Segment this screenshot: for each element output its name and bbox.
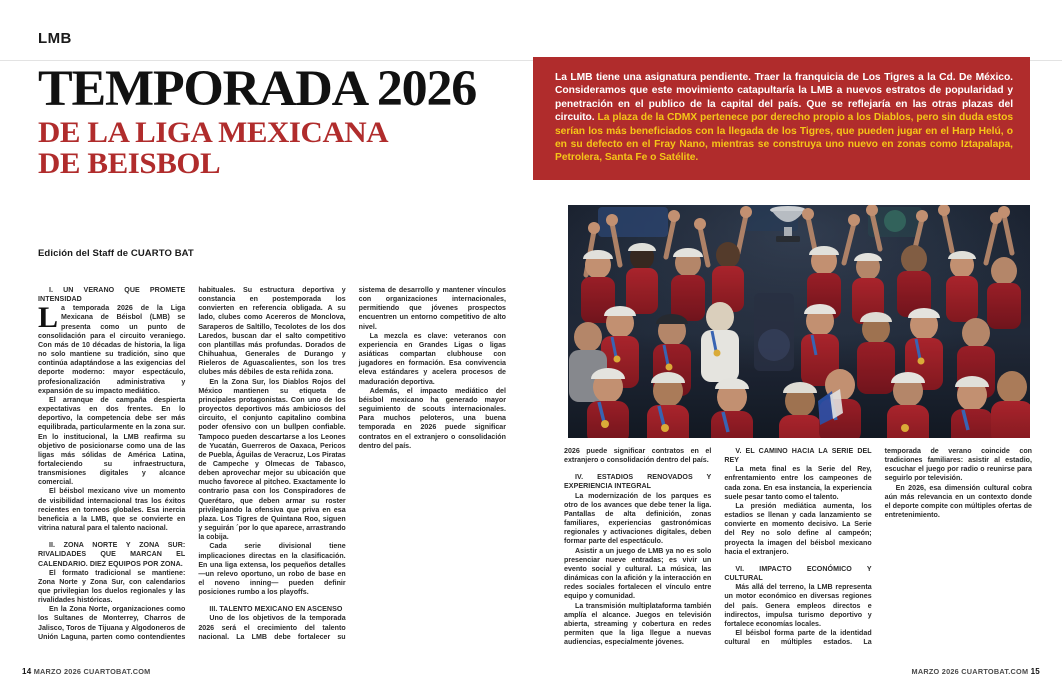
celebration-photo-graphic [568,205,1030,438]
section-heading-6: VI. IMPACTO ECONÓMICO Y CULTURAL [724,564,872,583]
body-paragraph: Cada serie divisional tiene implicaciones directas en la clasificación. En una liga extensa, los pequeños detalles —un relevo oportuno, un robo de base en el noveno inning— pueden definir posiciones rumbo a los playoffs. [198,542,346,597]
body-paragraph: El béisbol forma parte de la identidad cultural en múltiples estados. La temporada de verano coincide con tradiciones familiares: asistir al estadio, escuchar el juego por radio o reunirse para seguirlo por televisión. [724,447,1032,647]
page-subtitle-line1: DE LA LIGA MEXICANA [38,115,389,149]
byline: Edición del Staff de CUARTO BAT [38,248,194,259]
body-paragraph: El formato tradicional se mantiene: Zona Norte y Zona Sur, con calendarios que privilegian los duelos regionales y las rivalidades históricas. [38,568,186,605]
page-number-left: 14 [22,667,32,676]
left-page-body-columns [38,286,506,646]
footer-left-text: MARZO 2026 CUARTOBAT.COM [33,667,151,676]
body-paragraph: En la Zona Norte, organizaciones como los Sultanes de Monterrey, Charros de Jalisco, Toros de Tijuana y Algodoneros de Unión Laguna, parten como contendientes habituales. Su estructura deportiva y constancia en postemporada los convierten en referencia obligada. A su lado, clubes como Acereros de Monclova, Saraperos de Saltillo, Tecolotes de los dos Laredos, buscan dar el salto competitivo con plantillas más profundas. Dorados de Chihuahua, Generales de Durango y Rieleros de Aguascalientes, son los tres clubes más débiles de esta reñida zona. [38,286,346,641]
footer-right [911,667,1040,676]
section-heading-3: III. TALENTO MEXICANO EN ASCENSO [209,605,343,614]
body-paragraph: 2026 puede significar contratos en el extranjero o consolidación dentro del país. [564,447,712,465]
section-heading-4: IV. ESTADIOS RENOVADOS Y EXPERIENCIA INTEGRAL [564,473,712,491]
body-paragraph: La transmisión multiplataforma también amplía el alcance. Juegos en televisión abierta, streaming y cobertura en redes permiten que la liga llegue a nuevas audiencias, especialmente jóvenes. [564,601,712,647]
page-subtitle-line2: DE BEISBOL [38,147,221,181]
body-paragraph: En 2026, esa dimensión cultural cobra aún más relevancia en un contexto donde el deporte compite con múltiples ofertas de entretenimiento. [884,483,1032,520]
footer-right-text: MARZO 2026 CUARTOBAT.COM [911,667,1029,676]
callout-text-highlight: La plaza de la CDMX pertenece por derecho propio a los Diablos, pero sin duda estos serían los más beneficiados con la llegada de los Tigres, que pueden jugar en el Harp Helú, o en su defecto en el Fray Nano, mientras se construya uno nuevo en zonas como Iztapalapa, Petrolera, Santa Fe o Satélite. [555,112,1013,164]
article-title-block [38,61,508,181]
body-paragraph: Además, el impacto mediático del béisbol mexicano ha generado mayor seguimiento de scouts internacionales. Para muchos peloteros, una buena temporada en 2026 puede significar contratos en el extranjero o consolidación dentro del país. [358,386,506,450]
body-paragraph [38,301,186,396]
pull-quote-callout [533,57,1030,180]
celebration-photo [568,205,1030,438]
body-text: a temporada 2026 de la Liga Mexicana de Béisbol (LMB) se presenta como un punto de consolidación para el circuito veraniego. Con más de 10 décadas de historia, la liga no solo mantiene su tradición, sino que continúa adaptándose a las exigencias del deporte moderno: mayor espectáculo, profesionalización administrativa y expansión de su impacto mediático. [38,304,186,395]
body-paragraph: La modernización de los parques es otro de los avances que debe tener la liga. Pantallas de alta definición, zonas familiares, experiencias gastronómicas regionales y activaciones digitales, deben formar parte del espectáculo. [564,491,712,546]
footer-left [22,667,151,676]
body-paragraph: La presión mediática aumenta, los estadios se llenan y cada lanzamiento se convierte en momento decisivo. La Serie del Rey no solo define al campeón; proyecta la imagen del béisbol mexicano hacia el extranjero. [724,501,872,556]
body-paragraph: Más allá del terreno, la LMB representa un motor económico en diversas regiones del país. Genera empleos directos e indirectos, impulsa turismo deportivo y fortalece economías locales. [724,583,872,628]
body-paragraph: Uno de los objetivos de la temporada 2026 será el crecimiento del talento nacional. La LMB debe fortalecer su sistema de desarrollo y mantener vínculos con organizaciones internacionales, permitiendo que jóvenes prospectos encuentren un entorno competitivo de alto nivel. [198,286,506,641]
right-page-body-columns [564,447,1032,652]
section-heading-2: II. ZONA NORTE Y ZONA SUR: RIVALIDADES QUE MARCAN EL CALENDARIO. DIEZ EQUIPOS POR ZONA. [38,541,186,568]
body-paragraph: La mezcla es clave: veteranos con experiencia en Grandes Ligas o ligas asiáticas compartan clubhouse con jugadores en formación. Esa convivencia eleva estándares y acelera procesos de maduración deportiva. [358,331,506,386]
running-head: LMB [38,30,72,47]
drop-cap: L [38,301,59,335]
section-heading-1: I. UN VERANO QUE PROMETE INTENSIDAD [38,286,186,304]
page-subtitle [38,117,522,179]
body-paragraph: La meta final es la Serie del Rey, enfrentamiento entre los campeones de cada zona. En esa instancia, la experiencia suele pesar tanto como el talento. [724,465,872,501]
callout-text-white: La LMB tiene una asignatura pendiente. Traer la franquicia de Los Tigres a la Cd. De México. Consideramos que este movimiento catapultaría la LMB a nuevos estratos de popularidad y penetración en el publico de la capital del país. Que se reflejaría en las otras plazas del circuito. [555,72,1013,124]
page-number-right: 15 [1030,667,1040,676]
section-heading-5: V. EL CAMINO HACIA LA SERIE DEL REY [724,447,872,465]
body-paragraph: Asistir a un juego de LMB ya no es solo presenciar nueve entradas; es vivir un evento social y cultural. La música, las dinámicas con la afición y la interacción en redes sociales fortalecen el vínculo entre equipo y comunidad. [564,546,712,601]
callout-text [555,71,1013,165]
body-paragraph: El arranque de campaña despierta expectativas en dos frentes. En lo deportivo, la competencia debe ser más equilibrada, particularmente en la zona sur. En lo institucional, la LMB reafirma su objetivo de posicionarse como una de las ligas más sólidas de América Latina, fortaleciendo su infraestructura, transmisiones digitales y alcance comercial. [38,395,186,487]
body-paragraph: El béisbol mexicano vive un momento de visibilidad internacional tras los éxitos recientes en torneos globales. Esa inercia beneficia a la LMB, que se convierte en vitrina natural para el talento nacional. [38,487,186,533]
page-title: TEMPORADA 2026 [38,61,477,117]
body-paragraph: En la Zona Sur, los Diablos Rojos del México mantienen su etiqueta de principales protagonistas. Con uno de los proyectos deportivos más ambiciosos del circuito, el conjunto capitalino combina poder ofensivo con un bullpen confiable. Tampoco pueden descartarse a los Leones de Yucatán, Guerreros de Oaxaca, Pericos de Puebla, Águilas de Veracruz, Los Piratas de Campeche y Olmecas de Tabasco, deben aprovechar mejor su ubicación que mucho favorece al pitcheo. Exactamente lo contrario pasa con los Conspiradores de Querétaro, que deben armar su roster privilegiando la ofensiva que priva en esa plaza. Los Tigres de Quintana Roo, siguen y seguirán ´por lo que aparece, arrastrando la cobija. [198,377,346,542]
